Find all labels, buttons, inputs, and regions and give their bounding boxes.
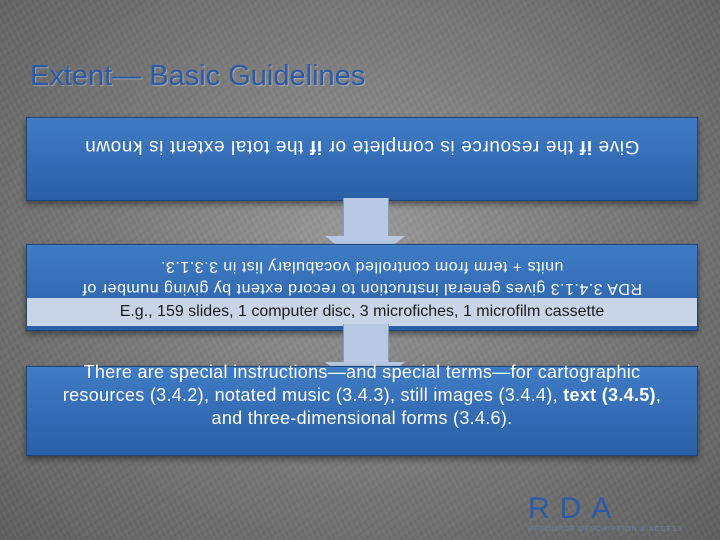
example-band: E.g., 159 slides, 1 computer disc, 3 microfiches, 1 microfilm cassette — [27, 298, 697, 326]
general-instruction-text — [27, 251, 697, 299]
rda-logo-tagline: RESOURCE DESCRIPTION & ACCESS — [528, 526, 684, 533]
if-keyword: if — [309, 136, 323, 157]
if-keyword: if — [579, 136, 593, 157]
guideline-box-complete-extent — [26, 117, 698, 201]
slide-title: Extent— Basic Guidelines — [30, 60, 366, 92]
guideline-box-units-terms — [26, 244, 698, 331]
rda-logo — [528, 494, 683, 533]
text-emphasis: text (3.4.5) — [563, 385, 656, 405]
units-term-line: units + term from controlled vocabulary list in 3.3.1.3. — [160, 258, 564, 275]
special-instructions-text: There are special instructions—and special terms—for cartographic resources (3.4.2), notated music (3.4.3), still images (3.4.4), text (3.4.5), and three-dimensional forms (3.4.6). — [62, 362, 662, 428]
rda-logo-letters: RDA — [528, 492, 622, 525]
guideline-box-special-instructions — [26, 362, 698, 456]
general-instruction-line: RDA 3.4.1.3 gives general instruction to record extent by giving number of — [82, 280, 642, 297]
guideline-text-complete-extent: Give if the resource is complete or if the total extent is known — [84, 136, 640, 157]
